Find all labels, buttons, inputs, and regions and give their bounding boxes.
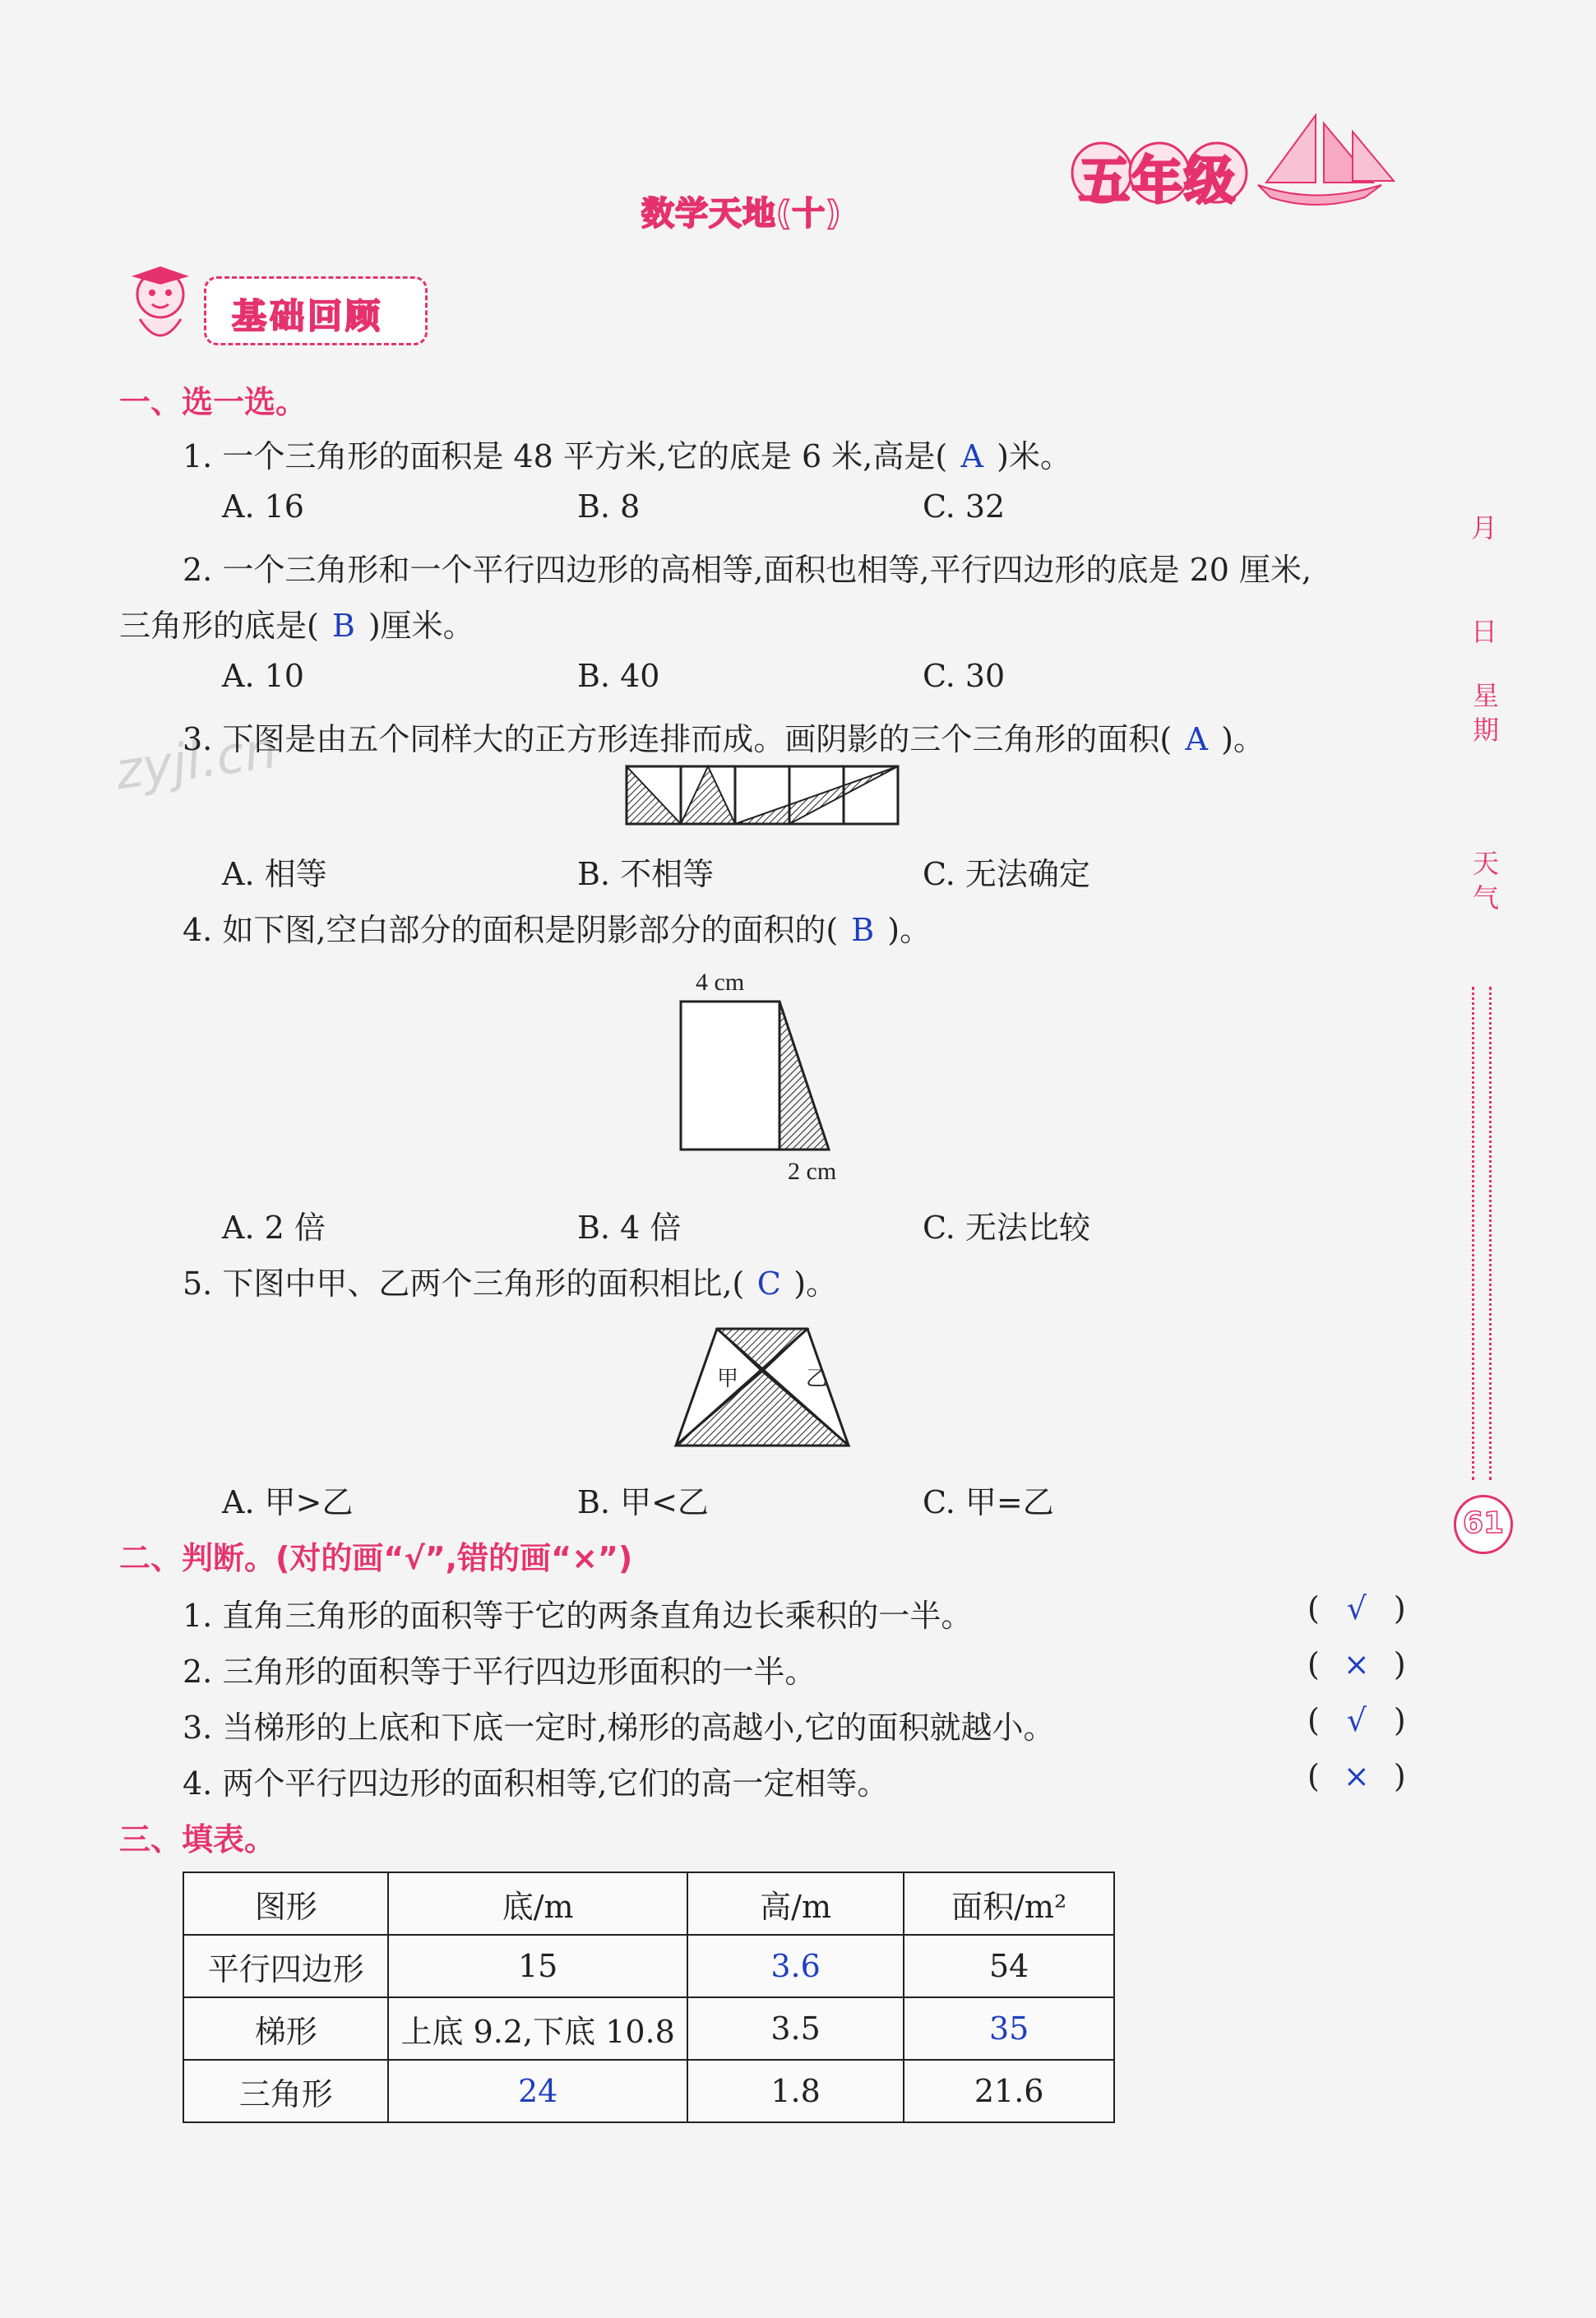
vine-decoration <box>1472 987 1492 1480</box>
judge-item-1: 1. 直角三角形的面积等于它的两条直角边长乘积的一半。 <box>183 1598 973 1634</box>
judge-answer-4: ( × ) <box>1307 1758 1406 1794</box>
question-3: 3. 下图是由五个同样大的正方形连排而成。画阴影的三个三角形的面积( A )。 <box>183 721 1265 757</box>
table-cell-answer: 3.6 <box>687 1935 904 1997</box>
table-cell: 平行四边形 <box>183 1935 388 1997</box>
answer: B <box>851 912 875 948</box>
grade-label: 五年级 <box>1079 150 1237 211</box>
question-5: 5. 下图中甲、乙两个三角形的面积相比,( C )。 <box>183 1265 838 1302</box>
section3-heading: 三、填表。 <box>119 1821 276 1858</box>
weekday-label: 星期 <box>1472 680 1499 746</box>
option: A. 16 <box>222 488 304 525</box>
option: A. 10 <box>222 658 304 694</box>
judge-item-3: 3. 当梯形的上底和下底一定时,梯形的高越小,它的面积就越小。 <box>183 1710 1055 1746</box>
table-cell-answer: 35 <box>904 1997 1114 2060</box>
table-cell: 1.8 <box>687 2060 904 2122</box>
table-header: 图形 <box>183 1872 388 1935</box>
table-cell: 上底 9.2,下底 10.8 <box>388 1997 687 2060</box>
label-4cm: 4 cm <box>696 969 745 996</box>
label-jia: 甲 <box>717 1367 739 1391</box>
table-cell: 3.5 <box>687 1997 904 2060</box>
judge-answer-2: ( × ) <box>1307 1646 1406 1682</box>
judge-item-4: 4. 两个平行四边形的面积相等,它们的高一定相等。 <box>183 1765 889 1802</box>
option: A. 2 倍 <box>222 1210 326 1246</box>
option: C. 32 <box>923 488 1006 525</box>
question-2-line1: 2. 一个三角形和一个平行四边形的高相等,面积也相等,平行四边形的底是 20 厘米, <box>183 552 1312 588</box>
answer: B <box>331 608 355 644</box>
judge-answer-3: ( √ ) <box>1307 1702 1406 1738</box>
option: A. 相等 <box>222 856 327 892</box>
fill-table <box>183 1872 1115 2123</box>
answer: A <box>960 438 983 474</box>
page-number: 61 <box>1454 1495 1513 1554</box>
table-header: 底/m <box>388 1872 687 1935</box>
section1-heading: 一、选一选。 <box>119 384 308 420</box>
option: C. 30 <box>923 658 1006 694</box>
table-row <box>183 1997 1114 2060</box>
page-title: 数学天地(十) <box>641 195 842 233</box>
answer: A <box>1185 721 1208 757</box>
table-header: 高/m <box>687 1872 904 1935</box>
table-cell: 梯形 <box>183 1997 388 2060</box>
label-2cm: 2 cm <box>788 1158 837 1185</box>
table-header-row <box>183 1872 1114 1935</box>
day-label: 日 <box>1470 616 1497 647</box>
table-header: 面积/m² <box>904 1872 1114 1935</box>
section2-heading: 二、判断。(对的画“√”,错的画“×”) <box>119 1540 633 1576</box>
table-cell: 54 <box>904 1935 1114 1997</box>
option: B. 40 <box>577 658 660 694</box>
table-cell-answer: 24 <box>388 2060 687 2122</box>
question-4: 4. 如下图,空白部分的面积是阴影部分的面积的( B )。 <box>183 912 932 948</box>
mascot-icon <box>115 261 206 354</box>
month-label: 月 <box>1470 512 1497 544</box>
watermark: zyjl.cn <box>111 719 280 802</box>
option: B. 不相等 <box>577 856 715 892</box>
label-yi: 乙 <box>806 1367 828 1391</box>
option: A. 甲>乙 <box>222 1484 354 1520</box>
five-squares-figure <box>625 765 900 827</box>
table-cell: 21.6 <box>904 2060 1114 2122</box>
option: C. 无法确定 <box>923 856 1090 892</box>
option: C. 甲=乙 <box>923 1484 1054 1520</box>
rectangle-triangle-figure <box>678 998 834 1154</box>
judge-answer-1: ( √ ) <box>1307 1590 1406 1626</box>
option: B. 4 倍 <box>577 1210 682 1246</box>
table-cell: 三角形 <box>183 2060 388 2122</box>
question-1: 1. 一个三角形的面积是 48 平方米,它的底是 6 米,高是( A )米。 <box>183 438 1071 474</box>
banner-label: 基础回顾 <box>232 296 384 336</box>
option: B. 甲<乙 <box>577 1484 709 1520</box>
table-row <box>183 2060 1114 2122</box>
weather-label: 天气 <box>1472 848 1499 914</box>
question-2-line2: 三角形的底是( B )厘米。 <box>119 608 474 644</box>
option: B. 8 <box>577 488 641 525</box>
table-row <box>183 1935 1114 1997</box>
table-cell: 15 <box>388 1935 687 1997</box>
option: C. 无法比较 <box>923 1210 1090 1246</box>
answer: C <box>756 1265 781 1302</box>
judge-item-2: 2. 三角形的面积等于平行四边形面积的一半。 <box>183 1654 817 1690</box>
